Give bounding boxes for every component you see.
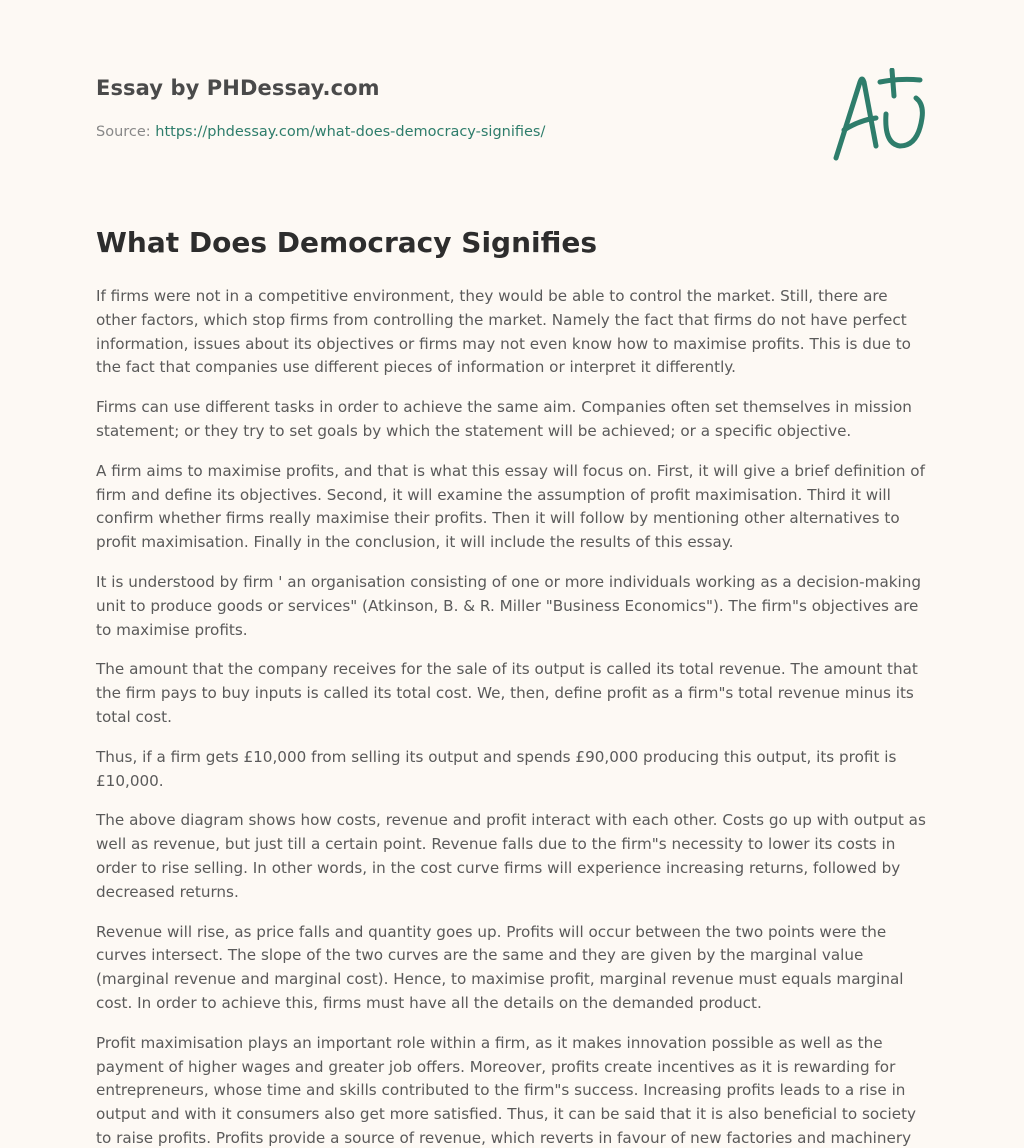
source-label: Source: (96, 124, 156, 140)
page-header (96, 0, 928, 200)
paragraph: Revenue will rise, as price falls and quantity goes up. Profits will occur between the two points were the curves intersect. The slope of the two curves are the same and they are given by the marginal value (marginal revenue and marginal cost). Hence, to maximise profit, marginal revenue must equals marginal cost. In order to achieve this, firms must have all the details on the demanded product. (96, 922, 904, 1012)
a-plus-logo-icon (830, 68, 930, 164)
paragraph: Firms can use different tasks in order to achieve the same aim. Companies often set themselves in mission statement; or they try to set goals by which the statement will be achieved; or a specific objective. (96, 398, 912, 440)
paragraph: The above diagram shows how costs, revenue and profit interact with each other. Costs go up with output as well as revenue, but just till a certain point. Revenue falls due to the firm"s necessity to lower its costs in order to rise selling. In other words, in the cost curve firms will experience increasing returns, followed by decreased returns. (96, 811, 926, 901)
site-brand: Essay by PHDessay.com (96, 76, 380, 100)
source-line (96, 124, 545, 140)
paragraph: The amount that the company receives for the sale of its output is called its total revenue. The amount that the firm pays to buy inputs is called its total cost. We, then, define profit as a firm"s total revenue minus its total cost. (96, 660, 918, 726)
paragraph: It is understood by firm ' an organisation consisting of one or more individuals working as a decision-making unit to produce goods or services" (Atkinson, B. & R. Miller "Business Economics"). The firm"s objectives are to maximise profits. (96, 572, 922, 639)
source-link[interactable]: https://phdessay.com/what-does-democracy-signifies/ (155, 124, 546, 140)
paragraph: If firms were not in a competitive environment, they would be able to control the market. Still, there are other factors, which stop firms from controlling the market. Namely the fact that firms do not have perfect information, issues about its objectives or firms may not even know how to maximise profits. This is due to the fact that companies use different pieces of information or interpret it differently. (96, 287, 911, 377)
page-title: What Does Democracy Signifies (96, 226, 598, 259)
paragraph: A firm aims to maximise profits, and that is what this essay will focus on. First, it will give a brief definition of firm and define its objectives. Second, it will examine the assumption of profit maximisation. Third it will confirm whether firms really maximise their profits. Then it will follow by mentioning other alternatives to profit maximisation. Finally in the conclusion, it will include the results of this essay. (96, 461, 925, 552)
paragraph: Profit maximisation plays an important role within a firm, as it makes innovation possible as well as the payment of higher wages and greater job offers. Moreover, profits create incentives as it is rewarding for entrepreneurs, whose time and skills contributed to the firm"s success. Increasing profits leads to a rise in output and with it consumers also get more satisfied. Thus, it can be said that it is also beneficial to society to raise profits. Profits provide a source of revenue, which reverts in favour of new factories and machinery (96, 1033, 917, 1147)
essay-body (96, 285, 928, 1148)
paragraph: Thus, if a firm gets £10,000 from selling its output and spends £90,000 producing this output, its profit is £10,000. (96, 747, 897, 790)
